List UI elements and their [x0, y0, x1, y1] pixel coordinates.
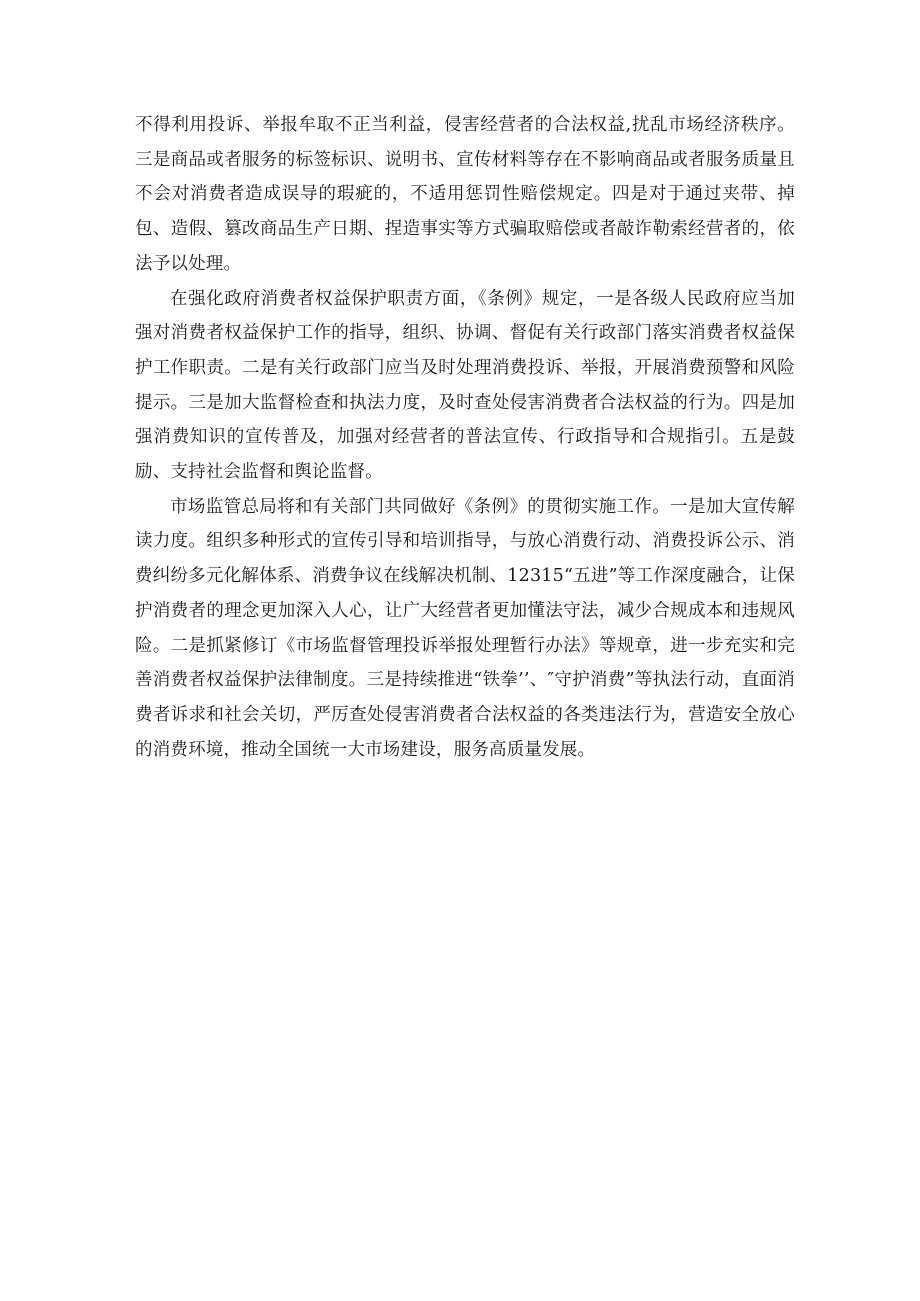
document-body: [135, 108, 795, 767]
paragraph-2: 在强化政府消费者权益保护职责方面，《条例》规定，一是各级人民政府应当加强对消费者权益保护工作的指导，组织、协调、督促有关行政部门落实消费者权益保护工作职责。二是有关行政部门应当及时处理消费投诉、举报，开展消费预警和风险提示。三是加大监督检查和执法力度，及时查处侵害消费者合法权益的行为。四是加强消费知识的宣传普及，加强对经营者的普法宣传、行政指导和合规指引。五是鼓励、支持社会监督和舆论监督。: [135, 288, 795, 483]
paragraph-1: 不得利用投诉、举报牟取不正当利益，侵害经营者的合法权益,扰乱市场经济秩序。三是商品或者服务的标签标识、说明书、宣传材料等存在不影响商品或者服务质量且不会对消费者造成误导的瑕疵的，不适用惩罚性赔偿规定。四是对于通过夹带、掉包、造假、篡改商品生产日期、捏造事实等方式骗取赔偿或者敲诈勒索经营者的，依法予以处理。: [135, 115, 795, 274]
paragraph-3: 市场监管总局将和有关部门共同做好《条例》的贯彻实施工作。一是加大宣传解读力度。组织多种形式的宣传引导和培训指导，与放心消费行动、消费投诉公示、消费纠纷多元化解体系、消费争议在线解决机制、12315“五进”等工作深度融合，让保护消费者的理念更加深入人心，让广大经营者更加懂法守法，减少合规成本和违规风险。二是抓紧修订《市场监督管理投诉举报处理暂行办法》等规章，进一步充实和完善消费者权益保护法律制度。三是持续推进“铁拳’’、″守护消费”等执法行动，直面消费者诉求和社会关切，严厉查处侵害消费者合法权益的各类违法行为，营造安全放心的消费环境，推动全国统一大市场建设，服务高质量发展。: [135, 496, 795, 760]
